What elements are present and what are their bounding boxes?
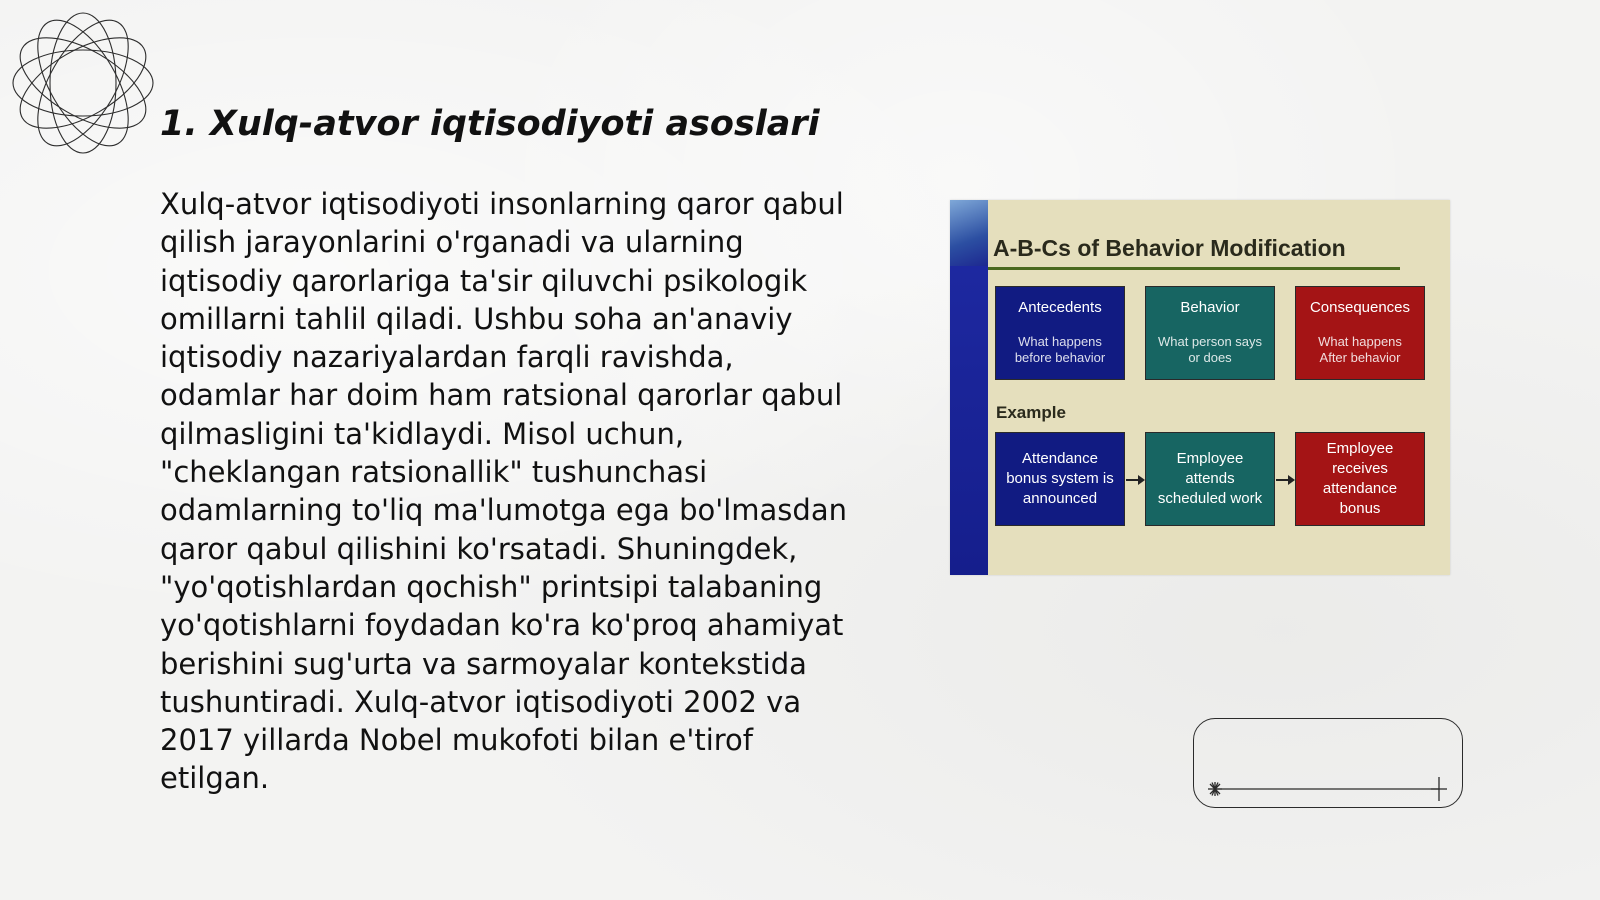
behavior-label: Behavior	[1180, 299, 1240, 316]
slide-title: 1. Xulq-atvor iqtisodiyoti asoslari	[160, 104, 820, 144]
example-consequence-box: Employee receives attendance bonus	[1295, 432, 1425, 526]
antecedents-desc: What happens before behavior	[1014, 334, 1106, 365]
consequences-label: Consequences	[1309, 299, 1411, 316]
antecedents-box	[995, 286, 1125, 380]
figure-sidebar	[950, 200, 988, 575]
abc-behavior-figure	[950, 200, 1450, 575]
consequences-desc: What happens After behavior	[1318, 334, 1402, 365]
consequences-box	[1295, 286, 1425, 380]
slide-body-text: Xulq-atvor iqtisodiyoti insonlarning qaror qabul qilish jarayonlarini o'rganadi va ularning iqtisodiy qarorlariga ta'sir qiluvchi psikologik omillarni tahlil qiladi. Ushbu soha an'anaviy iqtisodiy nazariyalardan farqli ravishda, odamlar har doim ham ratsional qarorlar qabul qilmasligini ta'kidlaydi. Misol uchun, "cheklangan ratsionallik" tushunchasi odamlarning to'liq ma'lumotga ega bo'lmasdan qaror qabul qilishini ko'rsatadi. Shuningdek, "yo'qotishlardan qochish" printsipi talabaning yo'qotishlarni foydadan ko'ra ko'proq ahamiyat berishini sug'urta va sarmoyalar kontekstida tushuntiradi. Xulq-atvor iqtisodiyoti 2002 va 2017 yillarda Nobel mukofoti bilan e'tirof etilgan.	[160, 187, 847, 796]
behavior-box	[1145, 286, 1275, 380]
antecedents-label: Antecedents	[1018, 299, 1102, 316]
arrow-right-icon	[1276, 479, 1289, 481]
example-behavior-box: Employee attends scheduled work	[1145, 432, 1275, 526]
figure-title-rule	[988, 267, 1400, 270]
figure-title: A-B-Cs of Behavior Modification	[993, 235, 1346, 261]
starburst-icon	[1208, 782, 1222, 796]
sparkle-icon	[1431, 777, 1447, 801]
decorative-line	[1203, 774, 1453, 804]
example-antecedent-box: Attendance bonus system is announced	[995, 432, 1125, 526]
example-label: Example	[996, 403, 1066, 422]
interlocking-rings-icon	[10, 10, 156, 156]
figure-corner-logo-icon	[950, 200, 988, 266]
arrow-right-icon	[1126, 479, 1139, 481]
behavior-desc: What person says or does	[1157, 334, 1263, 365]
